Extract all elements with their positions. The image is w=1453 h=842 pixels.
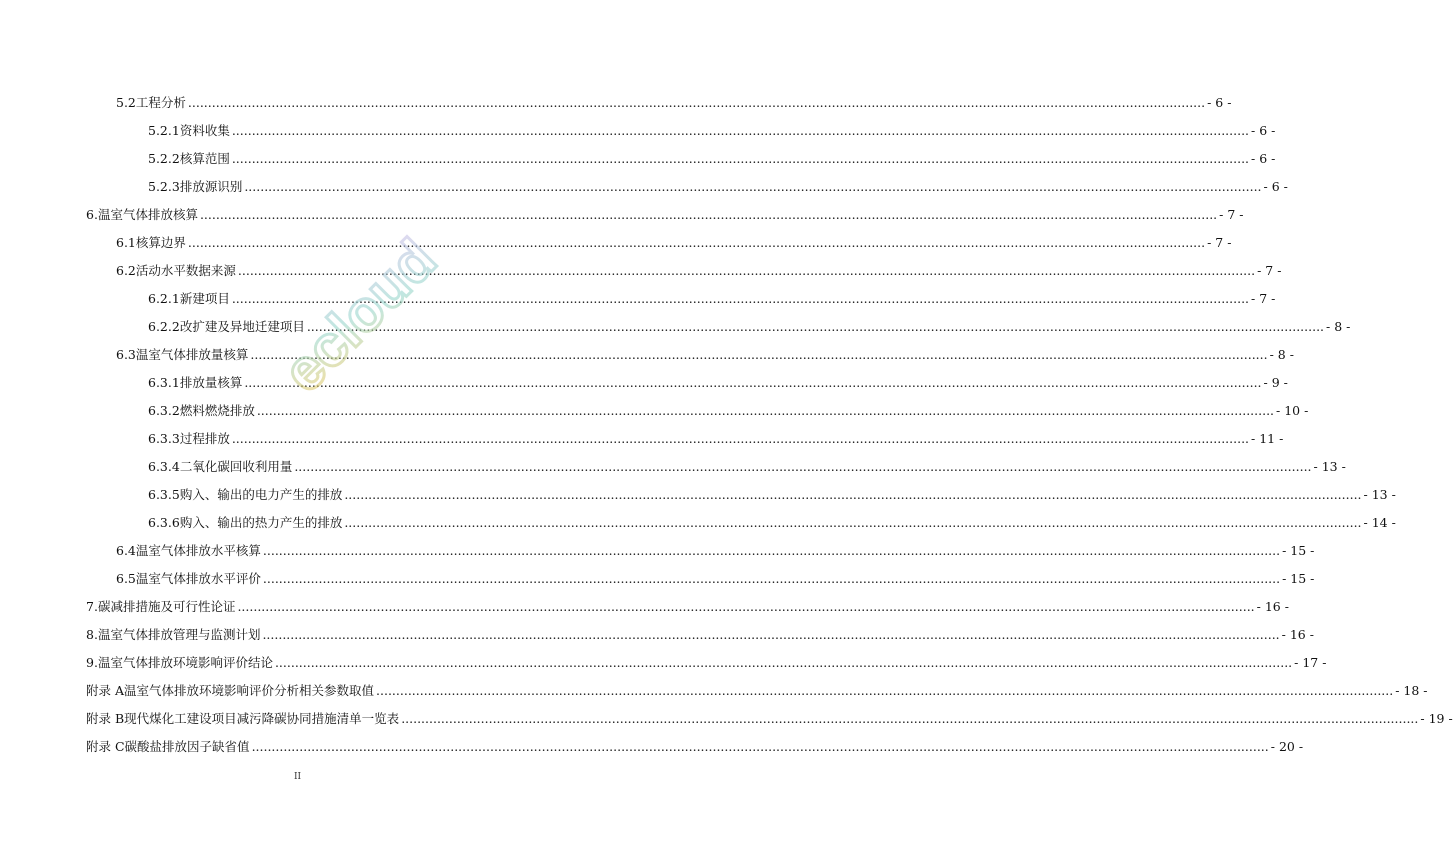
toc-entry-page: - 6 - bbox=[1263, 179, 1288, 194]
toc-leader-dots bbox=[200, 207, 1217, 223]
toc-entry[interactable] bbox=[148, 179, 1288, 195]
toc-entry-title: 二氧化碳回收利用量 bbox=[179, 459, 293, 474]
toc-entry[interactable] bbox=[86, 655, 1327, 671]
toc-entry-number: 6.2.2 bbox=[148, 319, 180, 334]
toc-entry-page: - 15 - bbox=[1282, 571, 1315, 586]
watermark-text: ecloud bbox=[270, 226, 449, 405]
toc-entry-page: - 16 - bbox=[1256, 599, 1289, 614]
toc-leader-dots bbox=[237, 599, 1254, 615]
toc-entry-title: 核算边界 bbox=[135, 235, 186, 250]
toc-leader-dots bbox=[263, 543, 1280, 559]
toc-entry-number: 6.3.5 bbox=[148, 487, 180, 502]
toc-entry[interactable] bbox=[86, 683, 1428, 699]
toc-entry[interactable] bbox=[148, 515, 1396, 531]
toc-entry[interactable] bbox=[148, 403, 1309, 419]
toc-entry-page: - 20 - bbox=[1270, 739, 1304, 754]
toc-leader-dots bbox=[188, 235, 1205, 251]
toc-entry-page: - 8 - bbox=[1326, 319, 1351, 334]
toc-entry-number: 6.2 bbox=[116, 263, 136, 278]
toc-entry-number: 5.2 bbox=[116, 95, 136, 110]
toc-entry[interactable] bbox=[148, 151, 1276, 167]
toc-entry-title: 资料收集 bbox=[179, 123, 230, 138]
toc-entry-number: 6.4 bbox=[116, 543, 136, 558]
toc-leader-dots bbox=[263, 571, 1280, 587]
toc-leader-dots bbox=[232, 123, 1249, 139]
toc-leader-dots bbox=[238, 263, 1255, 279]
toc-leader-dots bbox=[232, 151, 1249, 167]
toc-entry-number: 6.5 bbox=[116, 571, 136, 586]
toc-leader-dots bbox=[188, 95, 1205, 111]
toc-entry-page: - 6 - bbox=[1251, 123, 1276, 138]
toc-entry-title: 温室气体排放水平核算 bbox=[135, 543, 261, 558]
toc-entry-title: 温室气体排放管理与监测计划 bbox=[97, 627, 261, 642]
toc-leader-dots bbox=[275, 655, 1292, 671]
toc-entry-title: 燃料燃烧排放 bbox=[179, 403, 255, 418]
toc-entry-number: 6.3.2 bbox=[148, 403, 180, 418]
toc-leader-dots bbox=[244, 179, 1261, 195]
toc-entry[interactable] bbox=[86, 207, 1244, 223]
toc-entry-number: 5.2.3 bbox=[148, 179, 180, 194]
toc-entry-number: 6.3.4 bbox=[148, 459, 180, 474]
toc-entry-title: 碳减排措施及可行性论证 bbox=[97, 599, 236, 614]
toc-entry-page: - 17 - bbox=[1294, 655, 1327, 670]
toc-leader-dots bbox=[262, 627, 1279, 643]
toc-entry-title: 温室气体排放核算 bbox=[97, 207, 198, 222]
toc-entry-number: 6. bbox=[86, 207, 98, 222]
toc-entry-number: 附录 A bbox=[86, 683, 125, 698]
toc-entry[interactable] bbox=[148, 319, 1351, 335]
toc-entry[interactable] bbox=[116, 571, 1315, 587]
toc-entry-title: 温室气体排放环境影响评价结论 bbox=[97, 655, 273, 670]
toc-entry-number: 8. bbox=[86, 627, 98, 642]
toc-entry[interactable] bbox=[86, 711, 1453, 727]
toc-entry-number: 6.3.1 bbox=[148, 375, 180, 390]
toc-leader-dots bbox=[250, 347, 1267, 363]
toc-entry-page: - 18 - bbox=[1395, 683, 1428, 698]
toc-entry[interactable] bbox=[86, 739, 1304, 755]
toc-entry-page: - 14 - bbox=[1363, 515, 1396, 530]
toc-entry-title: 核算范围 bbox=[179, 151, 230, 166]
toc-entry[interactable] bbox=[148, 123, 1276, 139]
toc-entry[interactable] bbox=[148, 487, 1396, 503]
toc-entry-title: 温室气体排放量核算 bbox=[135, 347, 249, 362]
toc-entry-number: 6.2.1 bbox=[148, 291, 180, 306]
toc-entry-page: - 19 - bbox=[1420, 711, 1453, 726]
toc-leader-dots bbox=[401, 711, 1418, 727]
toc-entry-page: - 16 - bbox=[1281, 627, 1314, 642]
toc-entry[interactable] bbox=[116, 95, 1232, 111]
toc-entry-title: 过程排放 bbox=[179, 431, 230, 446]
toc-entry-title: 现代煤化工建设项目减污降碳协同措施清单一览表 bbox=[124, 711, 400, 726]
toc-entry-number: 6.3 bbox=[116, 347, 136, 362]
toc-leader-dots bbox=[307, 319, 1324, 335]
toc-leader-dots bbox=[257, 403, 1274, 419]
page-number-footer: II bbox=[293, 772, 302, 782]
toc-entry-number: 附录 C bbox=[86, 739, 125, 754]
toc-leader-dots bbox=[232, 291, 1249, 307]
toc-leader-dots bbox=[344, 487, 1361, 503]
toc-entry[interactable] bbox=[148, 459, 1346, 475]
toc-entry[interactable] bbox=[148, 291, 1276, 307]
toc-entry-page: - 9 - bbox=[1263, 375, 1288, 390]
toc-entry[interactable] bbox=[86, 599, 1289, 615]
toc-leader-dots bbox=[294, 459, 1311, 475]
toc-entry-number: 6.3.6 bbox=[148, 515, 180, 530]
toc-entry-page: - 11 - bbox=[1251, 431, 1284, 446]
toc-leader-dots bbox=[244, 375, 1261, 391]
toc-entry-title: 购入、输出的电力产生的排放 bbox=[179, 487, 343, 502]
toc-entry-page: - 7 - bbox=[1257, 263, 1282, 278]
toc-entry-number: 6.3.3 bbox=[148, 431, 180, 446]
toc-entry-number: 6.1 bbox=[116, 235, 136, 250]
toc-entry-title: 工程分析 bbox=[135, 95, 186, 110]
toc-entry-page: - 6 - bbox=[1251, 151, 1276, 166]
toc-entry-page: - 6 - bbox=[1207, 95, 1232, 110]
toc-entry-number: 9. bbox=[86, 655, 98, 670]
toc-entry-number: 5.2.1 bbox=[148, 123, 180, 138]
toc-entry-page: - 8 - bbox=[1269, 347, 1294, 362]
toc-entry-page: - 13 - bbox=[1313, 459, 1346, 474]
toc-leader-dots bbox=[344, 515, 1361, 531]
toc-entry[interactable] bbox=[148, 375, 1288, 391]
toc-entry-title: 改扩建及异地迁建项目 bbox=[179, 319, 305, 334]
toc-entry-number: 7. bbox=[86, 599, 98, 614]
toc-entry[interactable] bbox=[86, 627, 1314, 643]
toc-entry[interactable] bbox=[116, 543, 1315, 559]
toc-entry-number: 附录 B bbox=[86, 711, 125, 726]
toc-entry[interactable] bbox=[116, 263, 1282, 279]
toc-entry-page: - 7 - bbox=[1219, 207, 1244, 222]
toc-entry-title: 购入、输出的热力产生的排放 bbox=[179, 515, 343, 530]
toc-entry-title: 温室气体排放水平评价 bbox=[135, 571, 261, 586]
toc-entry-title: 温室气体排放环境影响评价分析相关参数取值 bbox=[124, 683, 375, 698]
toc-entry-page: - 10 - bbox=[1276, 403, 1309, 418]
toc-entry[interactable] bbox=[148, 431, 1284, 447]
toc-entry-title: 排放源识别 bbox=[179, 179, 243, 194]
toc-entry-title: 碳酸盐排放因子缺省值 bbox=[124, 739, 250, 754]
toc-entry-page: - 7 - bbox=[1207, 235, 1232, 250]
toc-leader-dots bbox=[376, 683, 1393, 699]
toc-leader-dots bbox=[232, 431, 1249, 447]
toc-entry[interactable] bbox=[116, 235, 1232, 251]
toc-entry-page: - 15 - bbox=[1282, 543, 1315, 558]
toc-entry-page: - 7 - bbox=[1251, 291, 1276, 306]
toc-leader-dots bbox=[252, 739, 1269, 755]
toc-entry[interactable] bbox=[116, 347, 1294, 363]
toc-entry-page: - 13 - bbox=[1363, 487, 1396, 502]
toc-entry-title: 活动水平数据来源 bbox=[135, 263, 236, 278]
toc-entry-title: 新建项目 bbox=[179, 291, 230, 306]
toc-entry-number: 5.2.2 bbox=[148, 151, 180, 166]
toc-entry-title: 排放量核算 bbox=[179, 375, 243, 390]
